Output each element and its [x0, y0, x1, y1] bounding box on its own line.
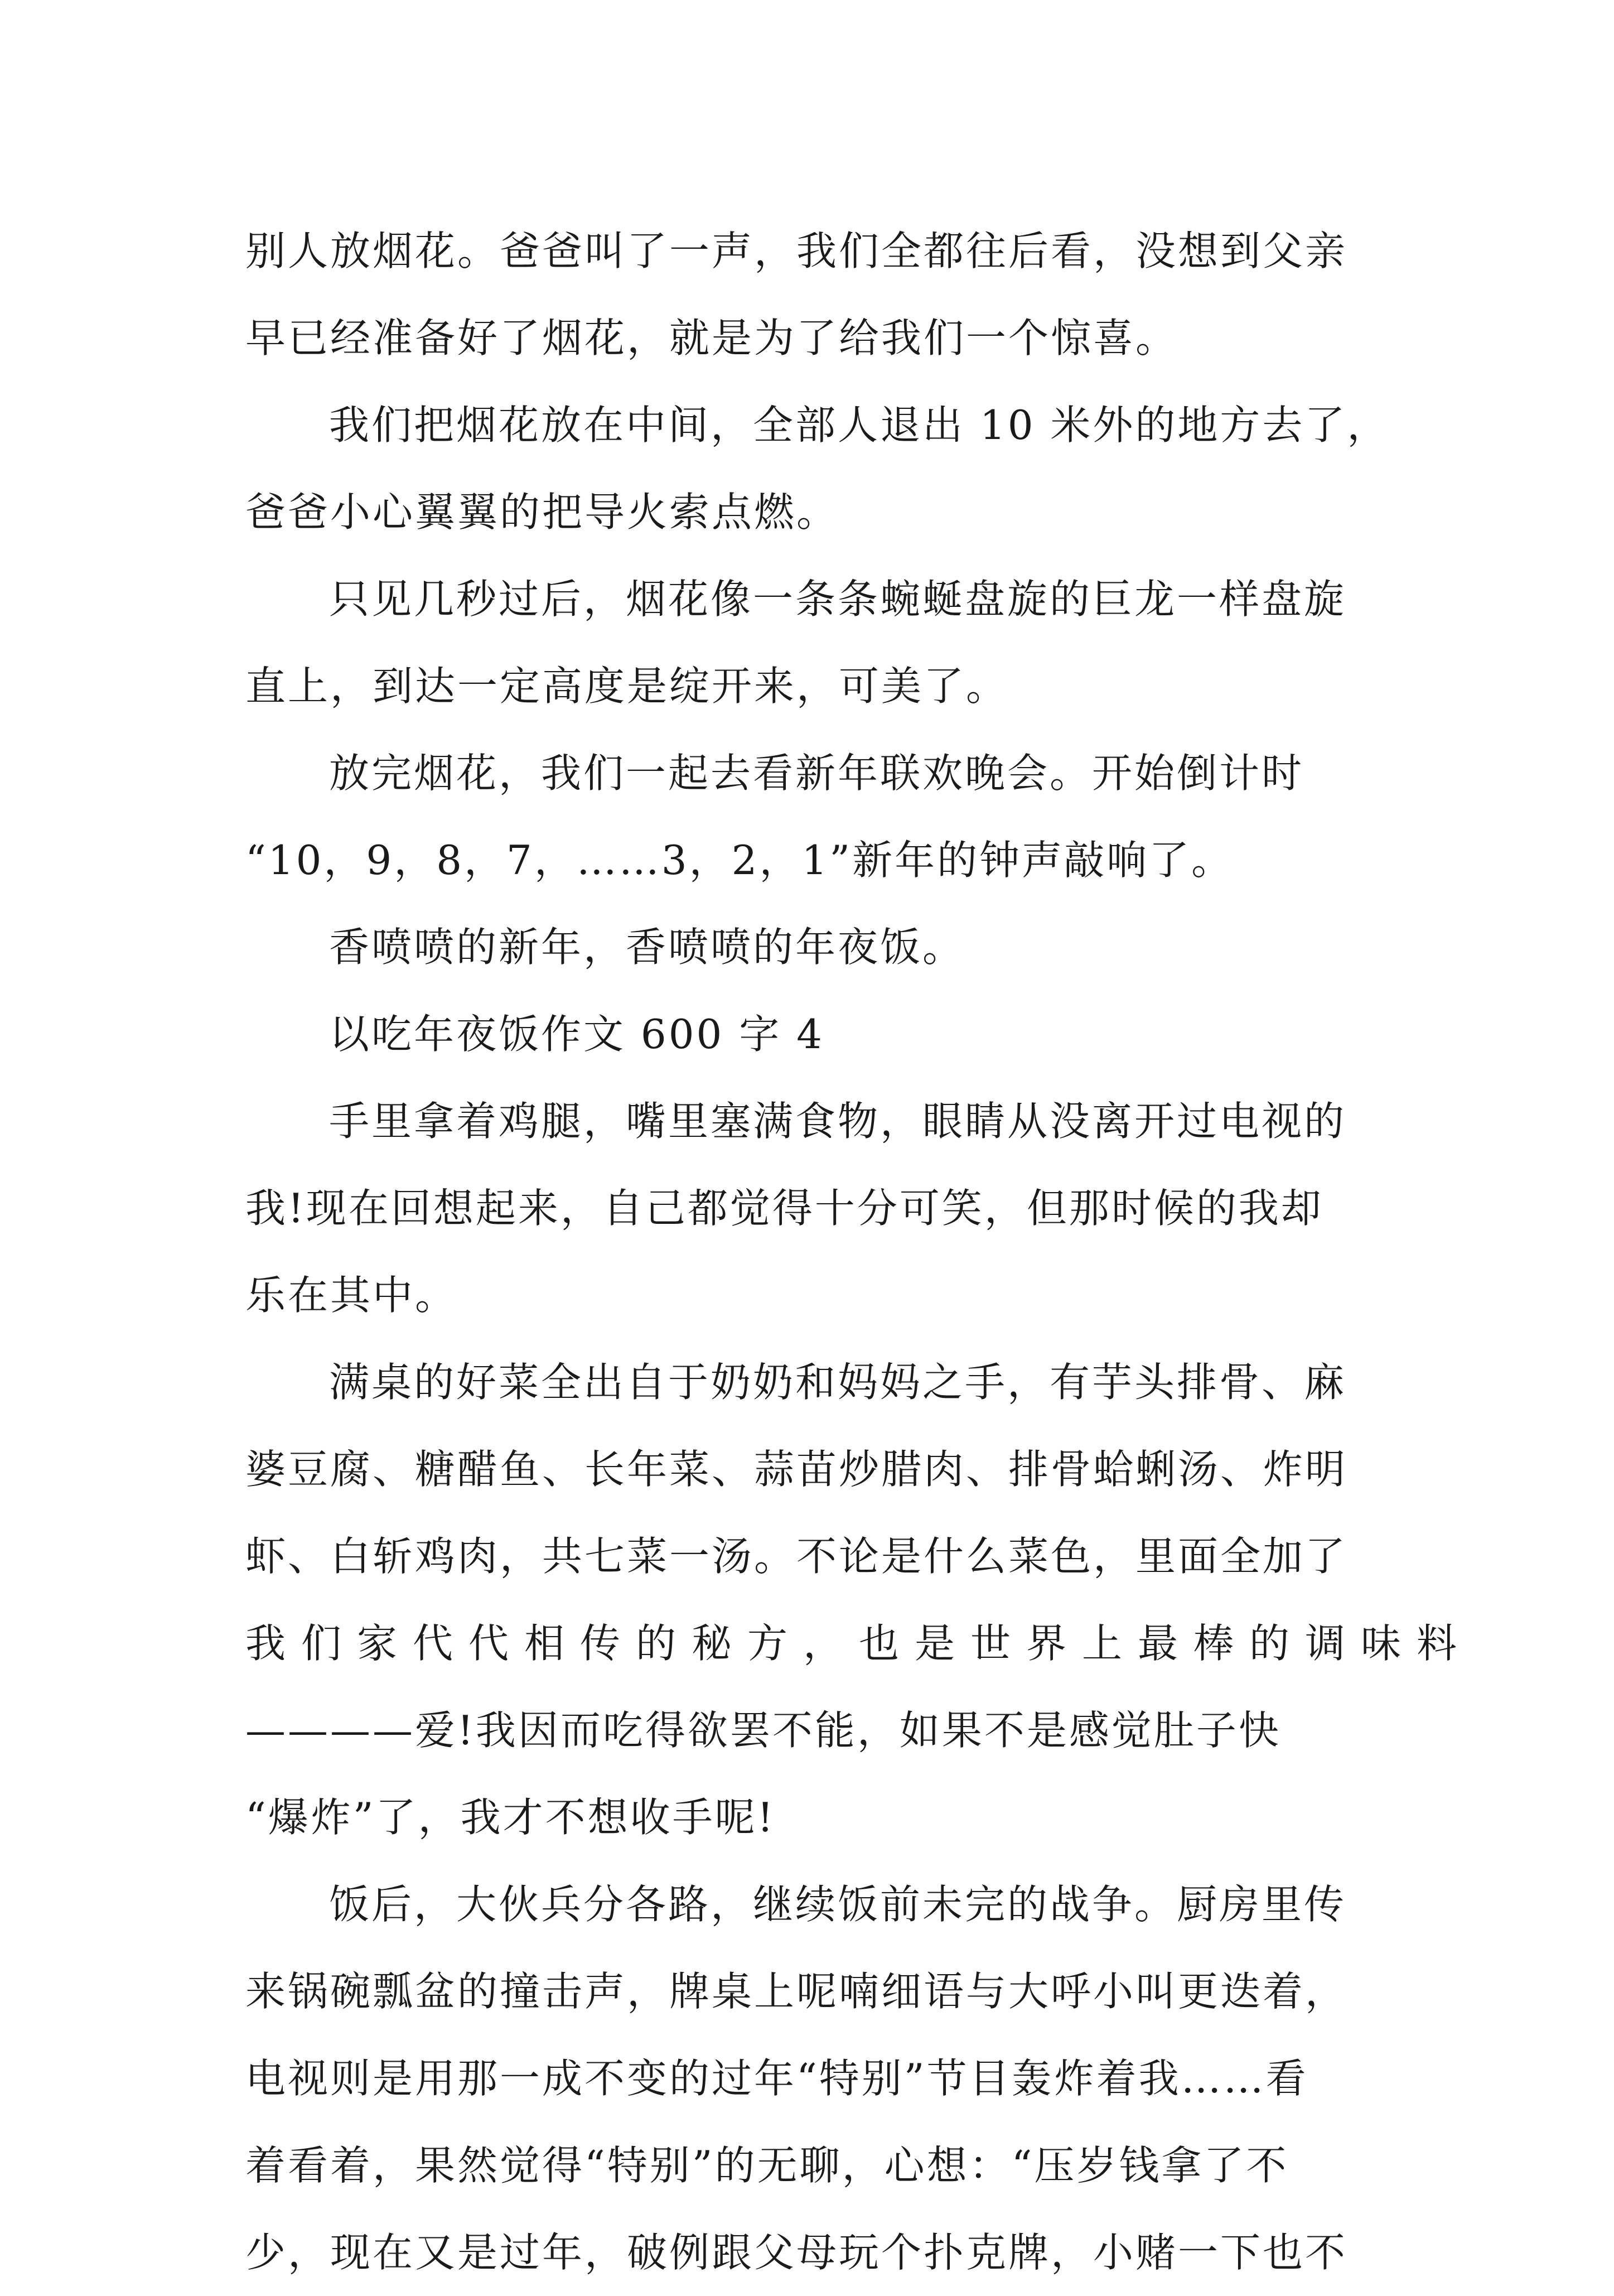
text-line: 放完烟花，我们一起去看新年联欢晚会。开始倒计时 — [329, 750, 1304, 797]
text-line: 少，现在又是过年，破例跟父母玩个扑克牌，小赌一下也不 — [245, 2229, 1348, 2276]
text-line: 着看着，果然觉得“特别”的无聊，心想：“压岁钱拿了不 — [245, 2142, 1289, 2189]
text-line: 电视则是用那一成不变的过年“特别”节目轰炸着我……看 — [245, 2055, 1308, 2102]
text-line: 我们家代代相传的秘方，也是世界上最棒的调味料 — [245, 1620, 1473, 1667]
text-line: 手里拿着鸡腿，嘴里塞满食物，眼睛从没离开过电视的 — [329, 1098, 1347, 1145]
text-line: 乐在其中。 — [245, 1272, 458, 1319]
text-line: 虾、白斩鸡肉，共七菜一汤。不论是什么菜色，里面全加了 — [245, 1533, 1348, 1580]
text-line: ————爱!我因而吃得欲罢不能，如果不是感觉肚子快 — [245, 1707, 1281, 1754]
text-line: 我们把烟花放在中间，全部人退出 10 米外的地方去了， — [329, 402, 1390, 448]
text-line: 只见几秒过后，烟花像一条条蜿蜒盘旋的巨龙一样盘旋 — [329, 576, 1347, 623]
document-body — [245, 208, 1473, 2296]
text-line: 饭后，大伙兵分各路，继续饭前未完的战争。厨房里传 — [329, 1881, 1347, 1928]
text-line: 婆豆腐、糖醋鱼、长年菜、蒜苗炒腊肉、排骨蛤蜊汤、炸明 — [245, 1446, 1348, 1493]
text-line: 爸爸小心翼翼的把导火索点燃。 — [245, 489, 839, 536]
text-line: 直上，到达一定高度是绽开来，可美了。 — [245, 663, 1009, 710]
text-line: 我!现在回想起来，自己都觉得十分可笑，但那时候的我却 — [245, 1185, 1323, 1232]
text-line: 香喷喷的新年，香喷喷的年夜饭。 — [329, 924, 965, 971]
text-line: 别人放烟花。爸爸叫了一声，我们全都往后看，没想到父亲 — [245, 228, 1348, 274]
section-heading: 以吃年夜饭作文 600 字 4 — [329, 1011, 824, 1058]
text-line: “爆炸”了，我才不想收手呢! — [245, 1794, 776, 1841]
text-line: “10，9，8，7，……3，2，1”新年的钟声敲响了。 — [245, 837, 1234, 884]
text-line: 早已经准备好了烟花，就是为了给我们一个惊喜。 — [245, 315, 1178, 361]
text-line: 来锅碗瓢盆的撞击声，牌桌上呢喃细语与大呼小叫更迭着， — [245, 1968, 1348, 2015]
text-line: 满桌的好菜全出自于奶奶和妈妈之手，有芋头排骨、麻 — [329, 1359, 1347, 1406]
